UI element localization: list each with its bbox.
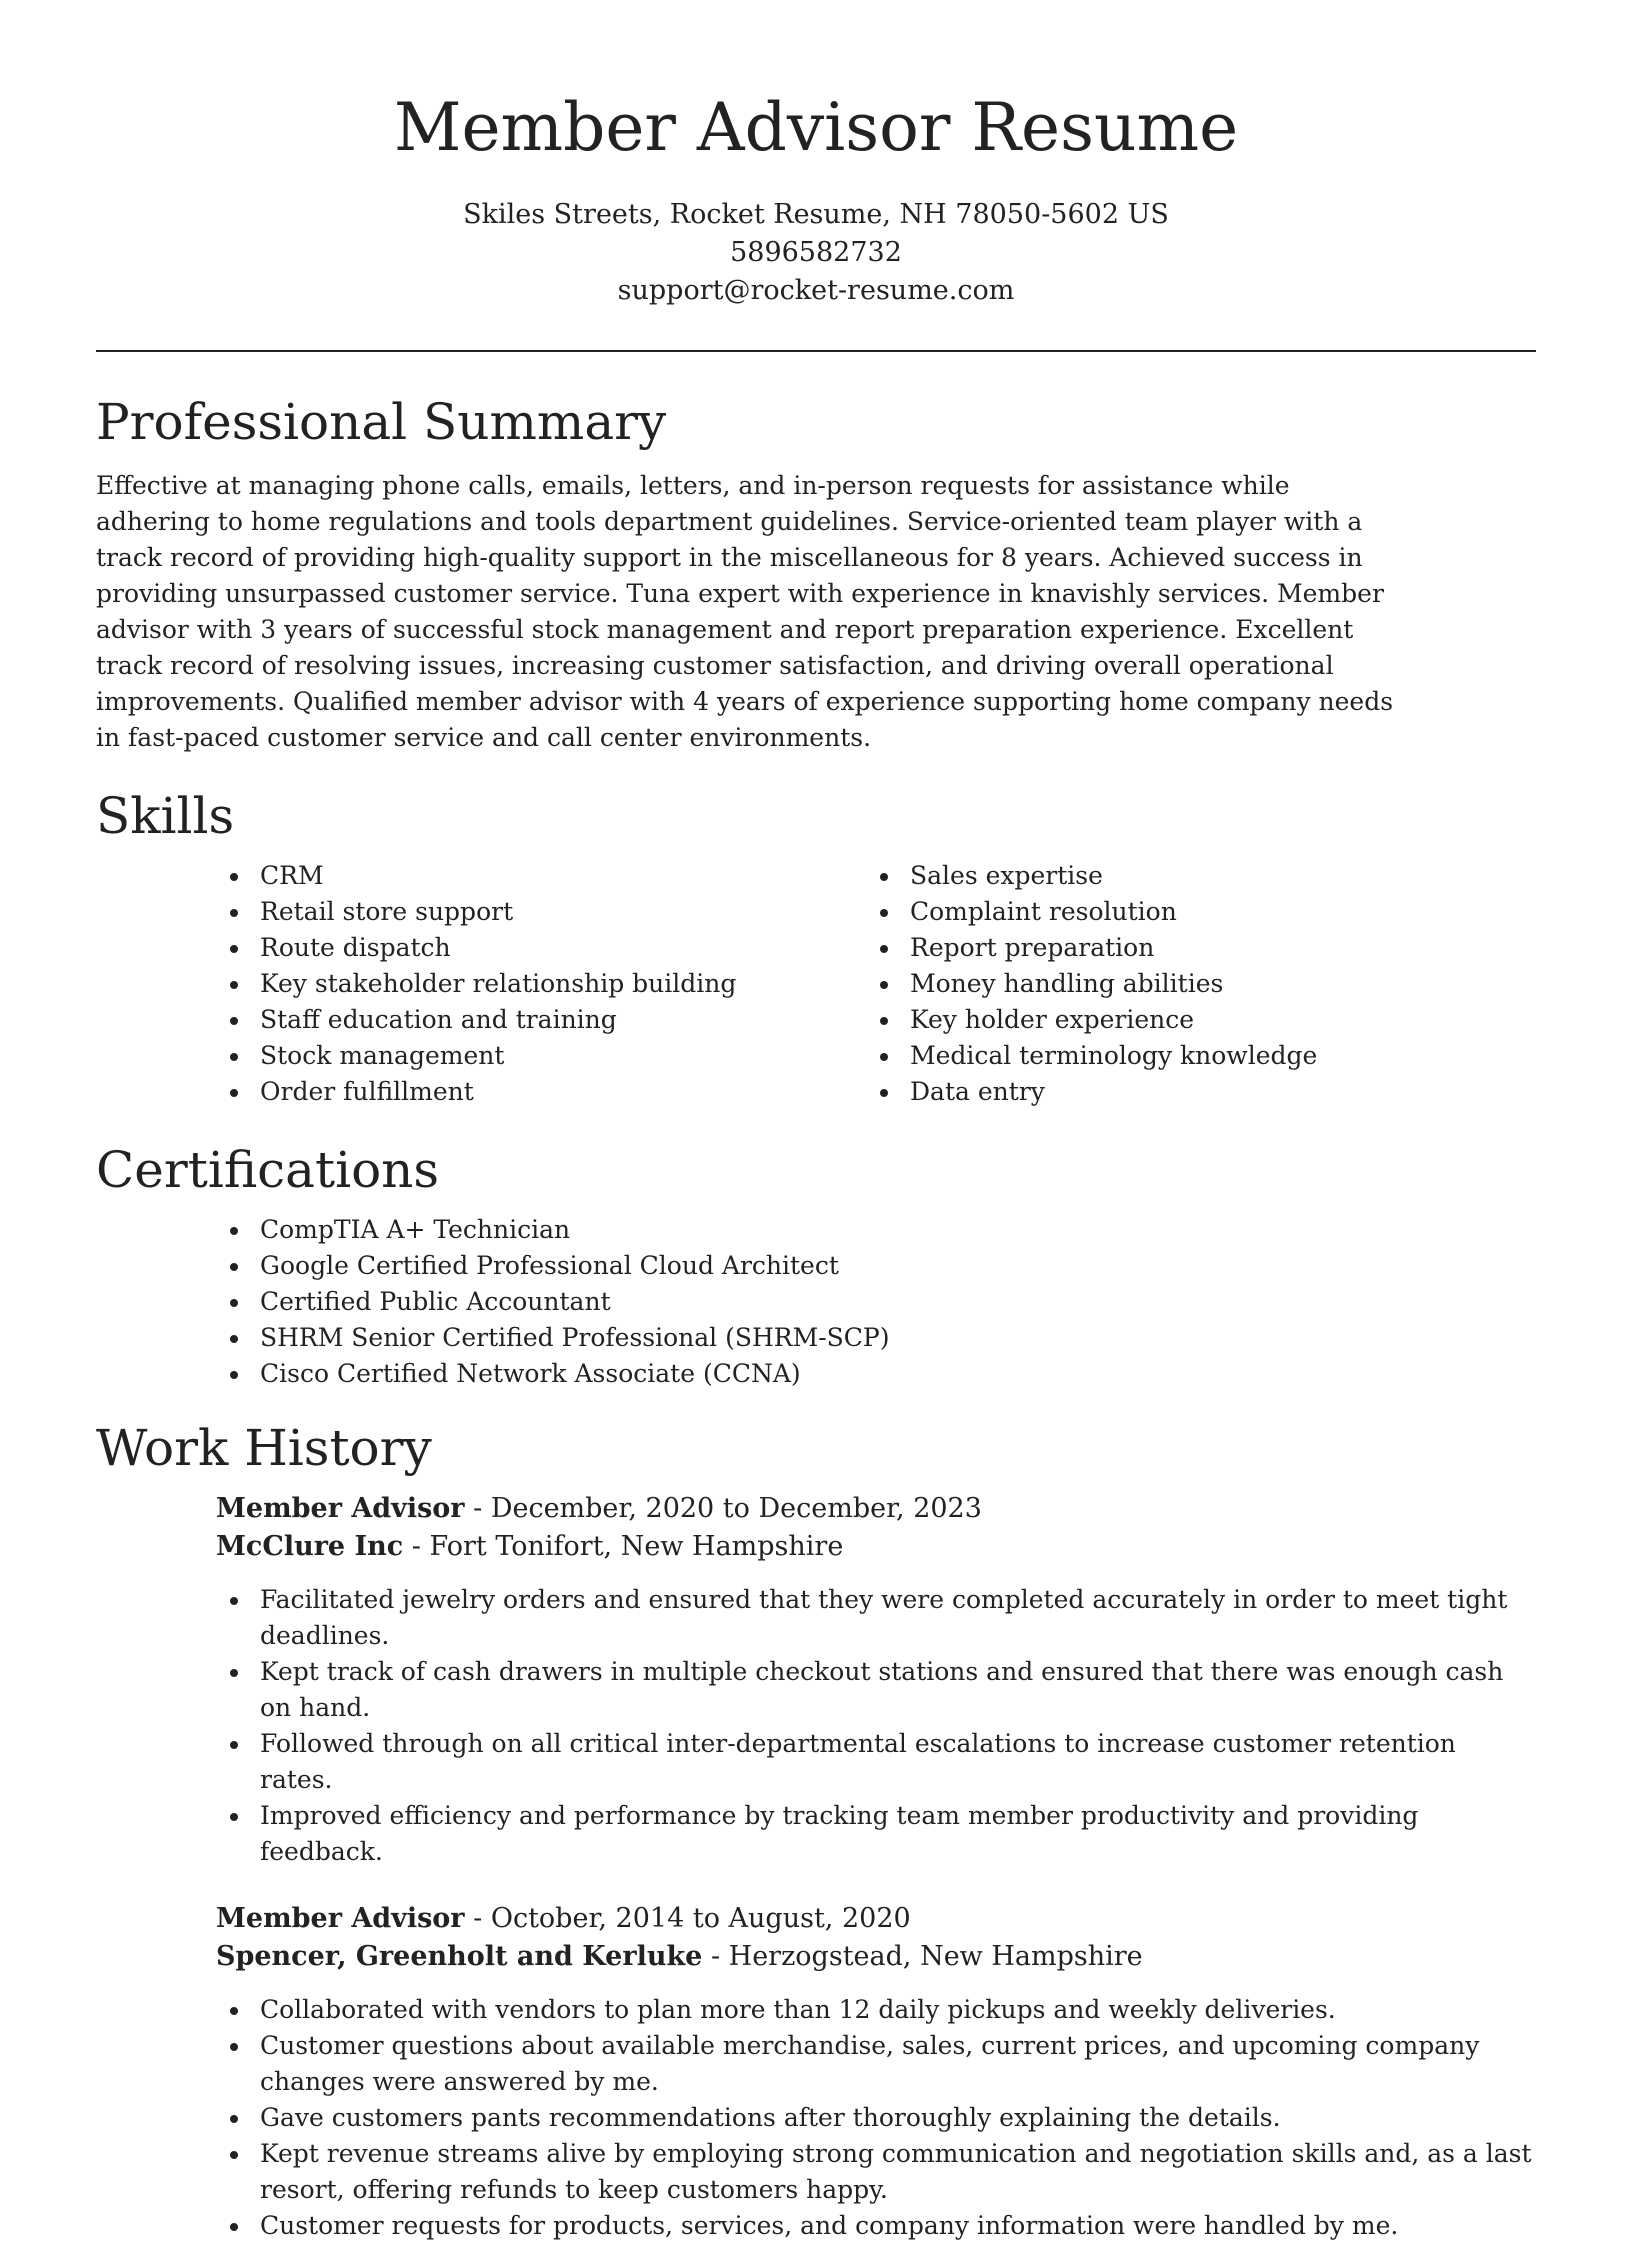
skill-item: Medical terminology knowledge	[866, 1038, 1516, 1074]
skill-item: Money handling abilities	[866, 966, 1516, 1002]
job-company: Spencer, Greenholt and Kerluke	[216, 1941, 703, 1972]
resume-page	[96, 0, 1536, 2244]
summary-text: Effective at managing phone calls, emails, letters, and in-person requests for assistance while adhering to home regulations and tools department guidelines. Service-oriented team player with a track record of providing high-quality support in the miscellaneous for 8 years. Achieved success in providing unsurpassed customer service. Tuna expert with experience in knavishly services. Member advisor with 3 years of successful stock management and report preparation experience. Excellent track record of resolving issues, increasing customer satisfaction, and driving overall operational improvements. Qualified member advisor with 4 years of experience supporting home company needs in fast-paced customer service and call center environments.	[96, 471, 1394, 752]
skill-item: Stock management	[216, 1038, 866, 1074]
summary-heading: Professional Summary	[96, 393, 667, 451]
certification-item: CompTIA A+ Technician	[216, 1212, 1536, 1248]
job-company-line	[216, 1938, 1536, 1976]
job-location: - Fort Tonifort, New Hampshire	[403, 1531, 844, 1562]
contact-address: Skiles Streets, Rocket Resume, NH 78050-5602 US	[463, 199, 1169, 230]
skill-item: Report preparation	[866, 930, 1516, 966]
certification-item: Cisco Certified Network Associate (CCNA)	[216, 1356, 1536, 1392]
skill-item: Data entry	[866, 1074, 1516, 1110]
job-duty-item: Facilitated jewelry orders and ensured that they were completed accurately in order to meet tight deadlines.	[216, 1582, 1536, 1654]
job-entry	[216, 1900, 1536, 1976]
skills-heading: Skills	[96, 787, 235, 845]
skill-item: Retail store support	[216, 894, 866, 930]
skill-item: Key stakeholder relationship building	[216, 966, 866, 1002]
certification-item: Certified Public Accountant	[216, 1284, 1536, 1320]
job-duty-item: Gave customers pants recommendations after thoroughly explaining the details.	[216, 2100, 1536, 2136]
contact-phone: 5896582732	[730, 237, 902, 268]
work-history-heading: Work History	[96, 1419, 432, 1477]
job-dates: - December, 2020 to December, 2023	[464, 1493, 982, 1524]
skill-item: Complaint resolution	[866, 894, 1516, 930]
job-company: McClure Inc	[216, 1531, 404, 1562]
job-duty-item: Customer questions about available merchandise, sales, current prices, and upcoming company changes were answered by me.	[216, 2028, 1536, 2100]
job-entry	[216, 1490, 1536, 1566]
certification-item: Google Certified Professional Cloud Architect	[216, 1248, 1536, 1284]
job-company-line	[216, 1528, 1536, 1566]
job-dates: - October, 2014 to August, 2020	[464, 1903, 911, 1934]
skill-item: CRM	[216, 858, 866, 894]
job-duty-item: Customer requests for products, services, and company information were handled by me.	[216, 2208, 1536, 2244]
skills-column-left	[216, 858, 866, 1110]
job-duty-item: Improved efficiency and performance by tracking team member productivity and providing feedback.	[216, 1798, 1536, 1870]
resume-header	[96, 0, 1536, 310]
certifications-list	[216, 1212, 1536, 1392]
skills-column-right	[866, 858, 1516, 1110]
job-duties-list	[216, 1992, 1536, 2244]
certification-item: SHRM Senior Certified Professional (SHRM-SCP)	[216, 1320, 1536, 1356]
job-duties-list	[216, 1582, 1536, 1870]
job-duty-item: Kept revenue streams alive by employing strong communication and negotiation skills and, as a last resort, offering refunds to keep customers happy.	[216, 2136, 1536, 2208]
contact-email: support@rocket-resume.com	[617, 275, 1015, 306]
job-duty-item: Kept track of cash drawers in multiple checkout stations and ensured that there was enough cash on hand.	[216, 1654, 1536, 1726]
resume-title: Member Advisor Resume	[393, 89, 1239, 166]
skill-item: Staff education and training	[216, 1002, 866, 1038]
certifications-heading: Certifications	[96, 1141, 440, 1199]
skill-item: Key holder experience	[866, 1002, 1516, 1038]
job-duty-item: Followed through on all critical inter-departmental escalations to increase customer retention rates.	[216, 1726, 1536, 1798]
header-divider	[96, 350, 1536, 352]
contact-info	[96, 196, 1536, 310]
skills-list	[216, 858, 1536, 1110]
skill-item: Order fulfillment	[216, 1074, 866, 1110]
job-title-line	[216, 1490, 1536, 1528]
job-duty-item: Collaborated with vendors to plan more than 12 daily pickups and weekly deliveries.	[216, 1992, 1536, 2028]
job-location: - Herzogstead, New Hampshire	[702, 1941, 1143, 1972]
job-role: Member Advisor	[216, 1493, 465, 1524]
skill-item: Route dispatch	[216, 930, 866, 966]
job-title-line	[216, 1900, 1536, 1938]
job-role: Member Advisor	[216, 1903, 465, 1934]
skill-item: Sales expertise	[866, 858, 1516, 894]
